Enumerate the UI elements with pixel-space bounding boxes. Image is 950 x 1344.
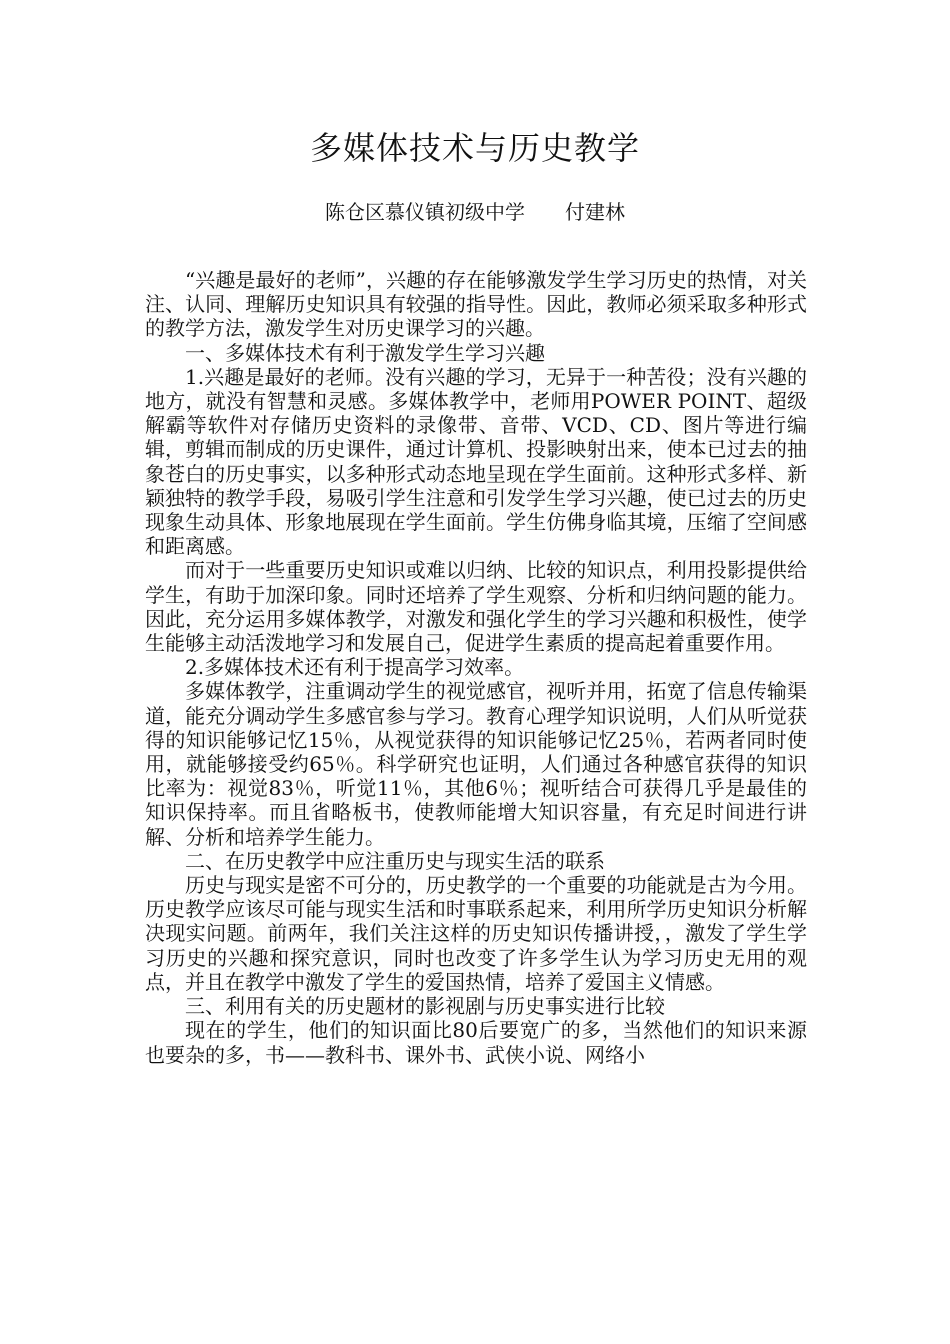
paragraph: “兴趣是最好的老师”，兴趣的存在能够激发学生学习历史的热情，对关注、认同、理解历史知识具有较强的指导性。因此，教师必须采取多种形式的教学方法，激发学生对历史课学习的兴趣。: [145, 268, 807, 341]
document-body: [145, 268, 807, 1067]
paragraph: 现在的学生，他们的知识面比80后要宽广的多，当然他们的知识来源也要杂的多，书——教科书、课外书、武侠小说、网络小: [145, 1018, 807, 1067]
author-name: 付建林: [565, 200, 625, 224]
author-organization: 陈仓区慕仪镇初级中学: [325, 200, 525, 224]
section-heading: 二、在历史教学中应注重历史与现实生活的联系: [185, 848, 605, 873]
section-heading: 一、多媒体技术有利于激发学生学习兴趣: [185, 340, 545, 365]
section-heading: 三、利用有关的历史题材的影视剧与历史事实进行比较: [185, 994, 665, 1019]
document-title: 多媒体技术与历史教学: [309, 129, 640, 167]
subsection-heading: 2.多媒体技术还有利于提高学习效率。: [185, 655, 525, 680]
author-line: [0, 198, 950, 226]
paragraph: 历史与现实是密不可分的，历史教学的一个重要的功能就是古为今用。历史教学应该尽可能与现实生活和时事联系起来，利用所学历史知识分析解决现实问题。前两年，我们关注这样的历史知识传播讲授，，激发了学生学习历史的兴趣和探究意识，同时也改变了许多学生认为学习历史无用的观点，并且在教学中激发了学生的爱国热情，培养了爱国主义情感。: [145, 873, 807, 994]
paragraph: 多媒体教学，注重调动学生的视觉感官，视听并用，拓宽了信息传输渠道，能充分调动学生多感官参与学习。教育心理学知识说明，人们从听觉获得的知识能够记忆15％，从视觉获得的知识能够记忆25％，若两者同时使用，就能够接受约65％。科学研究也证明，人们通过各种感官获得的知识比率为：视觉83％，听觉11％，其他6％；视听结合可获得几乎是最佳的知识保持率。而且省略板书，使教师能增大知识容量，有充足时间进行讲解、分析和培养学生能力。: [145, 679, 807, 849]
paragraph: 1.兴趣是最好的老师。没有兴趣的学习，无异于一种苦役；没有兴趣的地方，就没有智慧和灵感。多媒体教学中，老师用POWER POINT、超级解霸等软件对存储历史资料的录像带、音带、VCD、CD、图片等进行编辑，剪辑而制成的历史课件，通过计算机、投影映射出来，使本已过去的抽象苍白的历史事实，以多种形式动态地呈现在学生面前。这种形式多样、新颖独特的教学手段，易吸引学生注意和引发学生学习兴趣，使已过去的历史现象生动具体、形象地展现在学生面前。学生仿佛身临其境，压缩了空间感和距离感。: [145, 364, 807, 559]
paragraph: 而对于一些重要历史知识或难以归纳、比较的知识点，利用投影提供给学生，有助于加深印象。同时还培养了学生观察、分析和归纳问题的能力。因此，充分运用多媒体教学，对激发和强化学生的学习兴趣和积极性，使学生能够主动活泼地学习和发展自己，促进学生素质的提高起着重要作用。: [145, 558, 807, 656]
